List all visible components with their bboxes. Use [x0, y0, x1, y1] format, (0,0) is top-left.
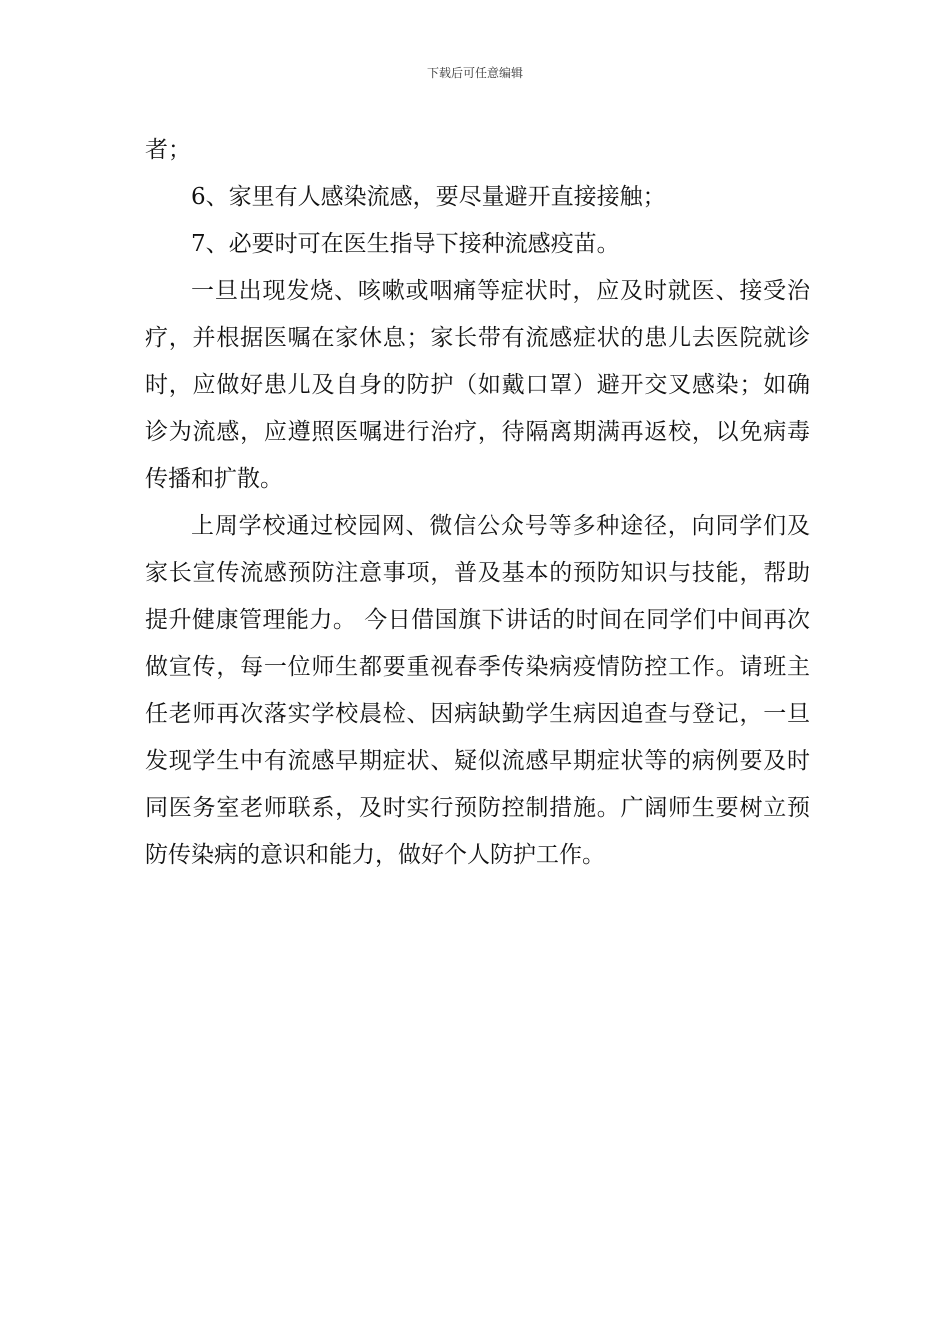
paragraph-continuation: 者；: [145, 137, 191, 163]
paragraph-item-6: 6、家里有人感染流感，要尽量避开直接接触；: [191, 184, 666, 210]
page-header-note: 下载后可任意编辑: [426, 66, 523, 80]
paragraph-item-7: 7、必要时可在医生指导下接种流感疫苗。: [191, 231, 620, 257]
document-body: [145, 127, 810, 879]
paragraph-school-notice: 上周学校通过校园网、微信公众号等多种途径，向同学们及家长宣传流感预防注意事项，普及基本的预防知识与技能，帮助提升健康管理能力。 今日借国旗下讲话的时间在同学们中间再次做宣传，每一位师生都要重视春季传染病疫情防控工作。请班主任老师再次落实学校晨检、因病缺勤学生病因追查与登记，一旦发现学生中有流感早期症状、疑似流感早期症状等的病例要及时同医务室老师联系，及时实行预防控制措施。广阔师生要树立预防传染病的意识和能力，做好个人防护工作。: [145, 513, 810, 868]
paragraph-symptom-advice: 一旦出现发烧、咳嗽或咽痛等症状时，应及时就医、接受治疗，并根据医嘱在家休息；家长带有流感症状的患儿去医院就诊时，应做好患儿及自身的防护（如戴口罩）避开交叉感染；如确诊为流感，应遵照医嘱进行治疗，待隔离期满再返校，以免病毒传播和扩散。: [145, 278, 810, 492]
